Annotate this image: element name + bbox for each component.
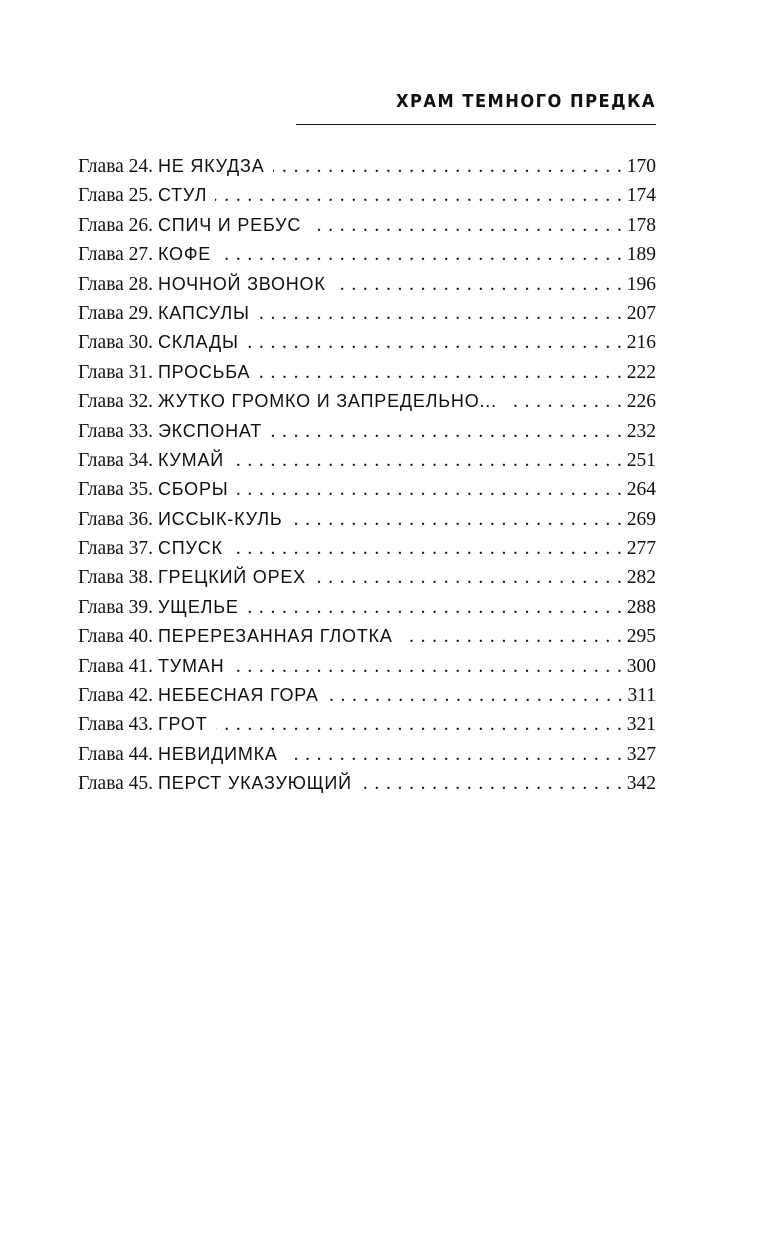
dot-leader	[401, 622, 623, 651]
dot-leader	[286, 740, 623, 769]
chapter-label: Глава 33.	[78, 420, 154, 442]
toc-entry[interactable]	[78, 181, 656, 210]
page-number: 269	[626, 508, 656, 530]
dot-leader	[505, 387, 623, 416]
table-of-contents	[78, 152, 656, 799]
page-number: 327	[626, 743, 656, 765]
toc-entry[interactable]	[78, 740, 656, 769]
toc-entry[interactable]	[78, 446, 656, 475]
header-divider	[296, 124, 656, 125]
chapter-title: НЕВИДИМКА	[157, 743, 278, 764]
dot-leader	[232, 652, 622, 681]
chapter-label: Глава 42.	[78, 685, 154, 707]
chapter-label: Глава 41.	[78, 655, 154, 677]
chapter-title: СТУЛ	[157, 185, 208, 206]
chapter-title: СПУСК	[157, 538, 223, 559]
dot-leader	[247, 328, 623, 357]
chapter-title: КУМАЙ	[157, 449, 224, 470]
dot-leader	[290, 505, 622, 534]
page-number: 178	[626, 214, 656, 236]
page-number: 342	[626, 773, 656, 795]
dot-leader	[327, 681, 624, 710]
chapter-title: ЭКСПОНАТ	[157, 420, 263, 441]
dot-leader	[215, 181, 623, 210]
chapter-title: СКЛАДЫ	[157, 332, 239, 353]
chapter-label: Глава 24.	[78, 156, 154, 177]
chapter-title: ИССЫК-КУЛЬ	[157, 508, 283, 529]
dot-leader	[258, 299, 623, 328]
page-number: 251	[626, 449, 656, 471]
chapter-label: Глава 45.	[78, 773, 154, 795]
chapter-label: Глава 25.	[78, 185, 154, 207]
page-number: 264	[626, 479, 656, 501]
chapter-label: Глава 36.	[78, 508, 154, 530]
dot-leader	[309, 211, 623, 240]
toc-entry[interactable]	[78, 240, 656, 269]
chapter-title: УЩЕЛЬЕ	[157, 596, 239, 617]
page-number: 277	[626, 538, 656, 560]
dot-leader	[360, 769, 623, 798]
page-number: 174	[626, 185, 656, 207]
dot-leader	[216, 710, 623, 739]
toc-entry[interactable]	[78, 475, 656, 504]
toc-entry[interactable]	[78, 681, 656, 710]
running-header	[296, 88, 656, 116]
toc-entry[interactable]	[78, 652, 656, 681]
chapter-label: Глава 37.	[78, 538, 154, 560]
chapter-title: ТУМАН	[157, 655, 225, 676]
dot-leader	[273, 152, 623, 181]
dot-leader	[219, 240, 623, 269]
chapter-label: Глава 38.	[78, 567, 154, 589]
chapter-label: Глава 27.	[78, 244, 154, 266]
chapter-title: НЕБЕСНАЯ ГОРА	[157, 685, 319, 706]
page-number: 196	[626, 273, 656, 295]
chapter-title: ЖУТКО ГРОМКО И ЗАПРЕДЕЛЬНО...	[157, 391, 497, 412]
page-number: 226	[626, 391, 656, 413]
page-number: 288	[626, 596, 656, 618]
page-number: 321	[626, 714, 656, 736]
chapter-title: ГРЕЦКИЙ ОРЕХ	[157, 567, 306, 588]
chapter-title: НОЧНОЙ ЗВОНОК	[157, 273, 326, 294]
toc-entry[interactable]	[78, 152, 656, 181]
page-number: 232	[626, 420, 656, 442]
chapter-title: ПЕРСТ УКАЗУЮЩИЙ	[157, 773, 352, 794]
dot-leader	[231, 534, 623, 563]
chapter-label: Глава 29.	[78, 302, 154, 324]
toc-entry[interactable]	[78, 563, 656, 592]
dot-leader	[237, 475, 623, 504]
toc-entry[interactable]	[78, 417, 656, 446]
chapter-label: Глава 40.	[78, 626, 154, 648]
dot-leader	[314, 563, 623, 592]
toc-entry[interactable]	[78, 387, 656, 416]
page-number: 282	[626, 567, 656, 589]
chapter-label: Глава 35.	[78, 479, 154, 501]
chapter-label: Глава 26.	[78, 214, 154, 236]
toc-entry[interactable]	[78, 622, 656, 651]
chapter-title: ПРОСЬБА	[157, 361, 251, 382]
toc-entry[interactable]	[78, 593, 656, 622]
chapter-label: Глава 39.	[78, 596, 154, 618]
chapter-label: Глава 28.	[78, 273, 154, 295]
toc-entry[interactable]	[78, 270, 656, 299]
chapter-title: СПИЧ И РЕБУС	[157, 214, 302, 235]
dot-leader	[270, 417, 623, 446]
page-number: 207	[626, 302, 656, 324]
chapter-title: СБОРЫ	[157, 479, 229, 500]
chapter-label: Глава 34.	[78, 449, 154, 471]
dot-leader	[334, 270, 623, 299]
chapter-label: Глава 32.	[78, 391, 154, 413]
page-number: 170	[626, 156, 656, 177]
toc-entry[interactable]	[78, 358, 656, 387]
chapter-title: ПЕРЕРЕЗАННАЯ ГЛОТКА	[157, 626, 393, 647]
toc-entry[interactable]	[78, 211, 656, 240]
dot-leader	[232, 446, 623, 475]
chapter-label: Глава 30.	[78, 332, 154, 354]
toc-entry[interactable]	[78, 534, 656, 563]
chapter-title: КАПСУЛЫ	[157, 302, 250, 323]
dot-leader	[258, 358, 622, 387]
toc-entry[interactable]	[78, 710, 656, 739]
chapter-title: ГРОТ	[157, 714, 208, 735]
dot-leader	[247, 593, 623, 622]
page-number: 189	[626, 244, 656, 266]
page-number: 311	[627, 685, 656, 707]
page-number: 216	[626, 332, 656, 354]
chapter-title: НЕ ЯКУДЗА	[157, 156, 265, 176]
toc-entry[interactable]	[78, 769, 656, 798]
page-number: 295	[626, 626, 656, 648]
toc-entry[interactable]	[78, 328, 656, 357]
page-number: 300	[626, 655, 656, 677]
page-number: 222	[626, 361, 656, 383]
chapter-label: Глава 31.	[78, 361, 154, 383]
chapter-label: Глава 43.	[78, 714, 154, 736]
chapter-title: КОФЕ	[157, 244, 212, 265]
book-title: ХРАМ ТЕМНОГО ПРЕДКА	[395, 92, 656, 112]
toc-entry[interactable]	[78, 299, 656, 328]
toc-entry[interactable]	[78, 505, 656, 534]
chapter-label: Глава 44.	[78, 743, 154, 765]
